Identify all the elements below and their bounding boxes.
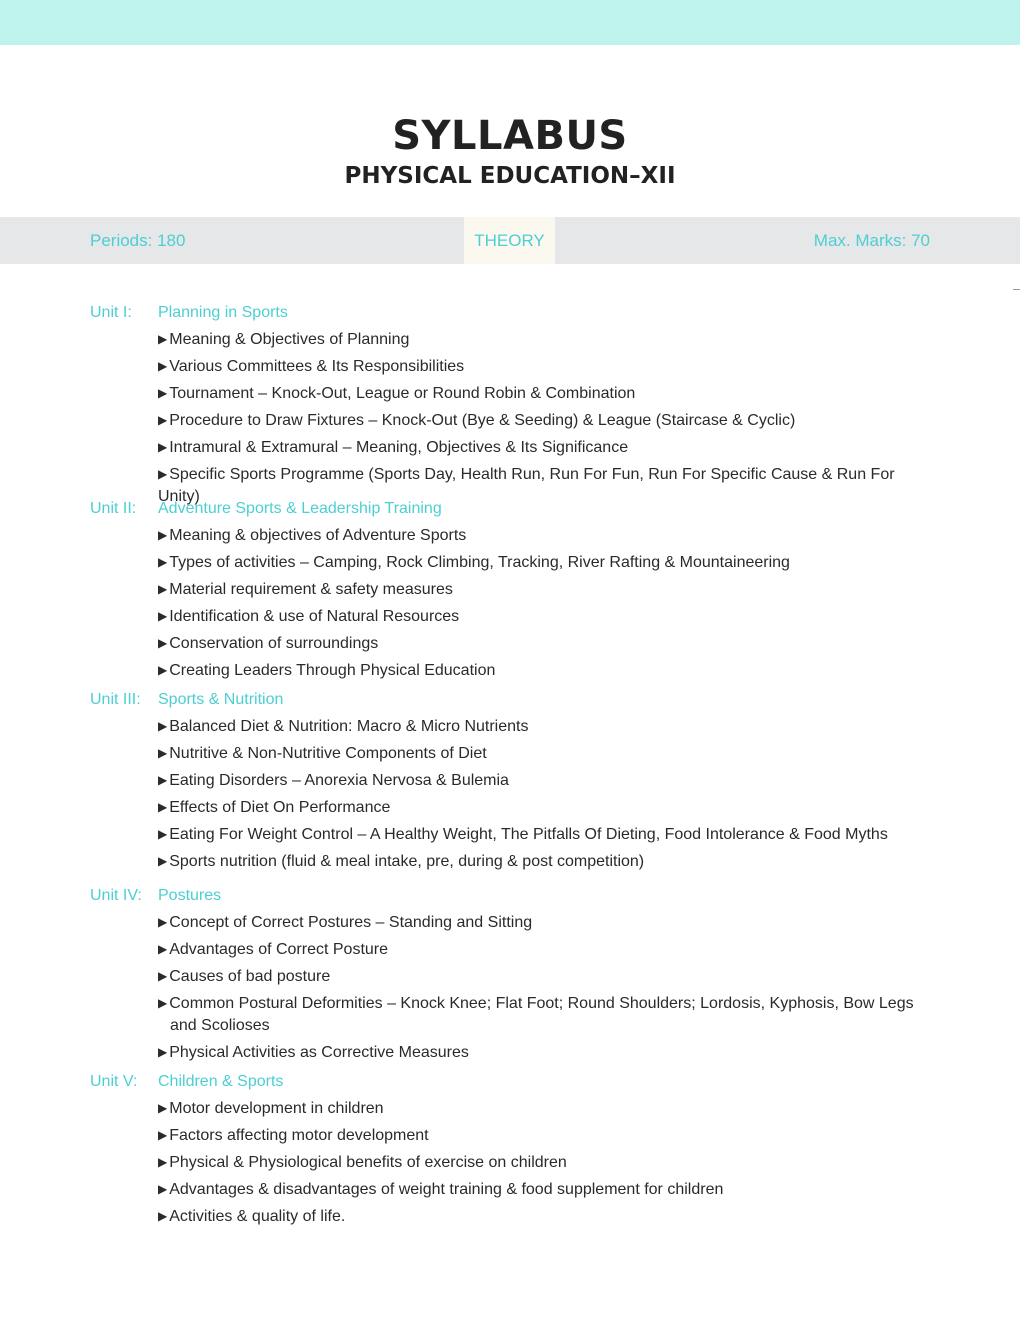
- unit-number: Unit II:: [90, 500, 137, 517]
- list-item: ▶ Material requirement & safety measures: [158, 581, 453, 598]
- unit-heading: [90, 689, 283, 711]
- periods-label: Periods: 180: [90, 231, 186, 250]
- list-item: ▶ Activities & quality of life.: [158, 1208, 346, 1225]
- list-item: ▶ Tournament – Knock-Out, League or Round Robin & Combination: [158, 385, 636, 402]
- list-item: ▶ Causes of bad posture: [158, 968, 331, 985]
- max-marks-label: Max. Marks: 70: [813, 231, 930, 250]
- unit-number: Unit III:: [90, 691, 141, 708]
- list-item: ▶ Procedure to Draw Fixtures – Knock-Out (Bye & Seeding) & League (Staircase & Cyclic): [158, 412, 796, 429]
- list-item: ▶ Specific Sports Programme (Sports Day, Health Run, Run For Fun, Run For Specific Cause & Run For Unity): [158, 466, 895, 505]
- bullet-arrow-icon: ▶: [158, 719, 168, 733]
- list-item: ▶ Balanced Diet & Nutrition: Macro & Micro Nutrients: [158, 718, 529, 735]
- list-item-continuation: and Scolioses: [170, 1017, 270, 1034]
- bullet-arrow-icon: ▶: [158, 915, 168, 929]
- list-item: ▶ Advantages & disadvantages of weight training & food supplement for children: [158, 1181, 724, 1198]
- bullet-arrow-icon: ▶: [158, 663, 168, 677]
- bullet-arrow-icon: ▶: [158, 800, 168, 814]
- bullet-arrow-icon: ▶: [158, 1045, 168, 1059]
- unit-heading: [90, 885, 221, 907]
- bullet-arrow-icon: ▶: [158, 773, 168, 787]
- list-item: ▶ Sports nutrition (fluid & meal intake, pre, during & post competition): [158, 853, 645, 870]
- list-item: ▶ Physical & Physiological benefits of exercise on children: [158, 1154, 567, 1171]
- bullet-arrow-icon: ▶: [158, 1128, 168, 1142]
- bullet-arrow-icon: ▶: [158, 1209, 168, 1223]
- list-item: ▶ Eating Disorders – Anorexia Nervosa & Bulemia: [158, 772, 509, 789]
- bullet-arrow-icon: ▶: [158, 969, 168, 983]
- list-item: ▶ Various Committees & Its Responsibilities: [158, 358, 465, 375]
- top-color-band: [0, 0, 1020, 45]
- list-item: ▶ Nutritive & Non-Nutritive Components of Diet: [158, 745, 487, 762]
- bullet-arrow-icon: ▶: [158, 413, 168, 427]
- list-item: ▶ Meaning & Objectives of Planning: [158, 331, 410, 348]
- unit-heading: [90, 302, 288, 324]
- margin-tick: [1013, 289, 1020, 290]
- list-item: ▶ Identification & use of Natural Resources: [158, 608, 460, 625]
- unit-number: Unit IV:: [90, 887, 142, 904]
- bullet-arrow-icon: ▶: [158, 636, 168, 650]
- page-title: SYLLABUS: [392, 113, 628, 159]
- bullet-arrow-icon: ▶: [158, 332, 168, 346]
- bullet-arrow-icon: ▶: [158, 555, 168, 569]
- bullet-arrow-icon: ▶: [158, 359, 168, 373]
- unit-number: Unit V:: [90, 1073, 138, 1090]
- list-item: ▶ Motor development in children: [158, 1100, 384, 1117]
- bullet-arrow-icon: ▶: [158, 942, 168, 956]
- list-item: ▶ Physical Activities as Corrective Measures: [158, 1044, 469, 1061]
- unit-title: Postures: [158, 887, 222, 904]
- list-item: ▶ Intramural & Extramural – Meaning, Objectives & Its Significance: [158, 439, 629, 456]
- bullet-arrow-icon: ▶: [158, 827, 168, 841]
- bullet-arrow-icon: ▶: [158, 609, 168, 623]
- list-item: ▶ Common Postural Deformities – Knock Knee; Flat Foot; Round Shoulders; Lordosis, Kyphosis, Bow Legs and Scolioses: [158, 993, 933, 1037]
- info-bar: [0, 217, 1020, 264]
- unit-title: Planning in Sports: [158, 304, 288, 321]
- bullet-arrow-icon: ▶: [158, 467, 168, 481]
- bullet-arrow-icon: ▶: [158, 582, 168, 596]
- list-item: ▶ Meaning & objectives of Adventure Sports: [158, 527, 467, 544]
- unit-title: Adventure Sports & Leadership Training: [158, 500, 442, 517]
- unit-title: Children & Sports: [158, 1073, 284, 1090]
- unit-heading: [90, 498, 442, 520]
- section-label: THEORY: [464, 217, 555, 264]
- list-item: ▶ Creating Leaders Through Physical Education: [158, 662, 496, 679]
- list-item: ▶ Eating For Weight Control – A Healthy Weight, The Pitfalls Of Dieting, Food Intolerance & Food Myths: [158, 826, 888, 843]
- bullet-arrow-icon: ▶: [158, 528, 168, 542]
- bullet-arrow-icon: ▶: [158, 854, 168, 868]
- unit-title: Sports & Nutrition: [158, 691, 284, 708]
- bullet-arrow-icon: ▶: [158, 440, 168, 454]
- bullet-arrow-icon: ▶: [158, 1155, 168, 1169]
- page-subtitle: PHYSICAL EDUCATION–XII: [344, 163, 676, 189]
- unit-number: Unit I:: [90, 304, 132, 321]
- bullet-arrow-icon: ▶: [158, 1182, 168, 1196]
- bullet-arrow-icon: ▶: [158, 386, 168, 400]
- list-item: ▶ Effects of Diet On Performance: [158, 799, 391, 816]
- list-item: ▶ Advantages of Correct Posture: [158, 941, 389, 958]
- list-item: ▶ Conservation of surroundings: [158, 635, 379, 652]
- bullet-arrow-icon: ▶: [158, 996, 168, 1010]
- list-item: ▶ Factors affecting motor development: [158, 1127, 429, 1144]
- bullet-arrow-icon: ▶: [158, 746, 168, 760]
- list-item: ▶ Types of activities – Camping, Rock Climbing, Tracking, River Rafting & Mountaineering: [158, 554, 790, 571]
- bullet-arrow-icon: ▶: [158, 1101, 168, 1115]
- list-item: ▶ Concept of Correct Postures – Standing and Sitting: [158, 914, 533, 931]
- unit-heading: [90, 1071, 283, 1093]
